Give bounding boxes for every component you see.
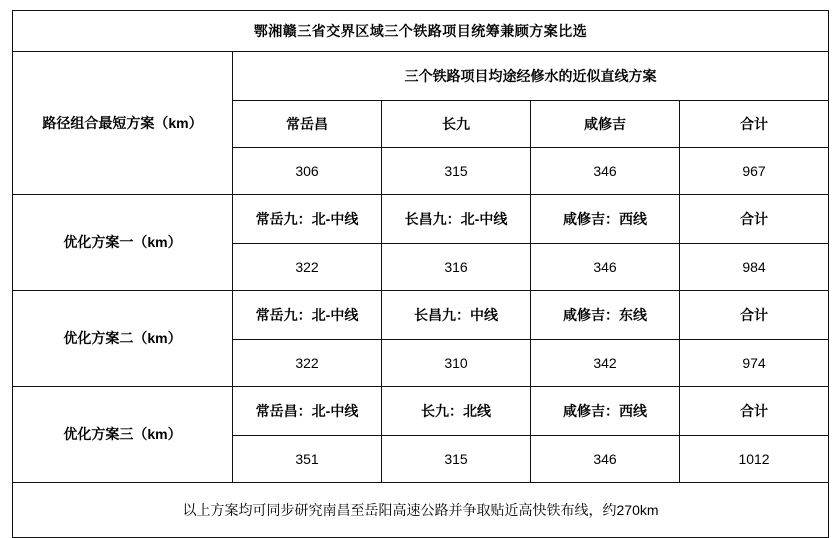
option-three-header-changyuechang: 常岳昌：北-中线 <box>233 387 382 436</box>
footer-note: 以上方案均可同步研究南昌至岳阳高速公路并争取贴近高快铁布线，约270km <box>13 483 829 538</box>
value-shortest-xianxiuji: 346 <box>531 148 680 195</box>
value-shortest-changyuechang: 306 <box>233 148 382 195</box>
value-option-one-xianxiuji: 346 <box>531 244 680 291</box>
value-option-two-total: 974 <box>680 340 829 387</box>
table-footer-row <box>13 483 829 538</box>
column-header-changjiu: 长九 <box>382 101 531 148</box>
option-one-header-xianxiuji: 咸修吉：西线 <box>531 195 680 244</box>
value-option-three-changjiu: 315 <box>382 436 531 483</box>
table-row <box>13 387 829 436</box>
option-two-header-total: 合计 <box>680 291 829 340</box>
option-three-header-changjiu: 长九：北线 <box>382 387 531 436</box>
value-shortest-changjiu: 315 <box>382 148 531 195</box>
column-header-xianxiuji: 咸修吉 <box>531 101 680 148</box>
option-three-header-total: 合计 <box>680 387 829 436</box>
value-option-one-changchangjiu: 316 <box>382 244 531 291</box>
document-title: 鄂湘赣三省交界区域三个铁路项目统筹兼顾方案比选 <box>13 11 829 52</box>
option-three-header-xianxiuji: 咸修吉：西线 <box>531 387 680 436</box>
option-two-header-xianxiuji: 咸修吉：东线 <box>531 291 680 340</box>
row-label-shortest-plan: 路径组合最短方案（km） <box>13 52 233 195</box>
value-option-three-changyuechang: 351 <box>233 436 382 483</box>
row-label-option-three: 优化方案三（km） <box>13 387 233 483</box>
option-one-header-total: 合计 <box>680 195 829 244</box>
option-two-header-changchangjiu: 长昌九：中线 <box>382 291 531 340</box>
column-header-total: 合计 <box>680 101 829 148</box>
row-label-option-two: 优化方案二（km） <box>13 291 233 387</box>
value-option-three-xianxiuji: 346 <box>531 436 680 483</box>
row-label-option-one: 优化方案一（km） <box>13 195 233 291</box>
table-subtitle-row <box>13 52 829 101</box>
column-header-changyuechang: 常岳昌 <box>233 101 382 148</box>
option-one-header-changchangjiu: 长昌九：北-中线 <box>382 195 531 244</box>
option-two-header-changyuejiu: 常岳九：北-中线 <box>233 291 382 340</box>
table-row <box>13 195 829 244</box>
value-option-two-xianxiuji: 342 <box>531 340 680 387</box>
value-option-two-changchangjiu: 310 <box>382 340 531 387</box>
table-row <box>13 291 829 340</box>
value-shortest-total: 967 <box>680 148 829 195</box>
value-option-one-total: 984 <box>680 244 829 291</box>
table-title-row <box>13 11 829 52</box>
value-option-three-total: 1012 <box>680 436 829 483</box>
value-option-two-changyuejiu: 322 <box>233 340 382 387</box>
value-option-one-changyuejiu: 322 <box>233 244 382 291</box>
comparison-table <box>12 10 829 538</box>
table-subtitle: 三个铁路项目均途经修水的近似直线方案 <box>233 52 829 101</box>
option-one-header-changyuejiu: 常岳九：北-中线 <box>233 195 382 244</box>
